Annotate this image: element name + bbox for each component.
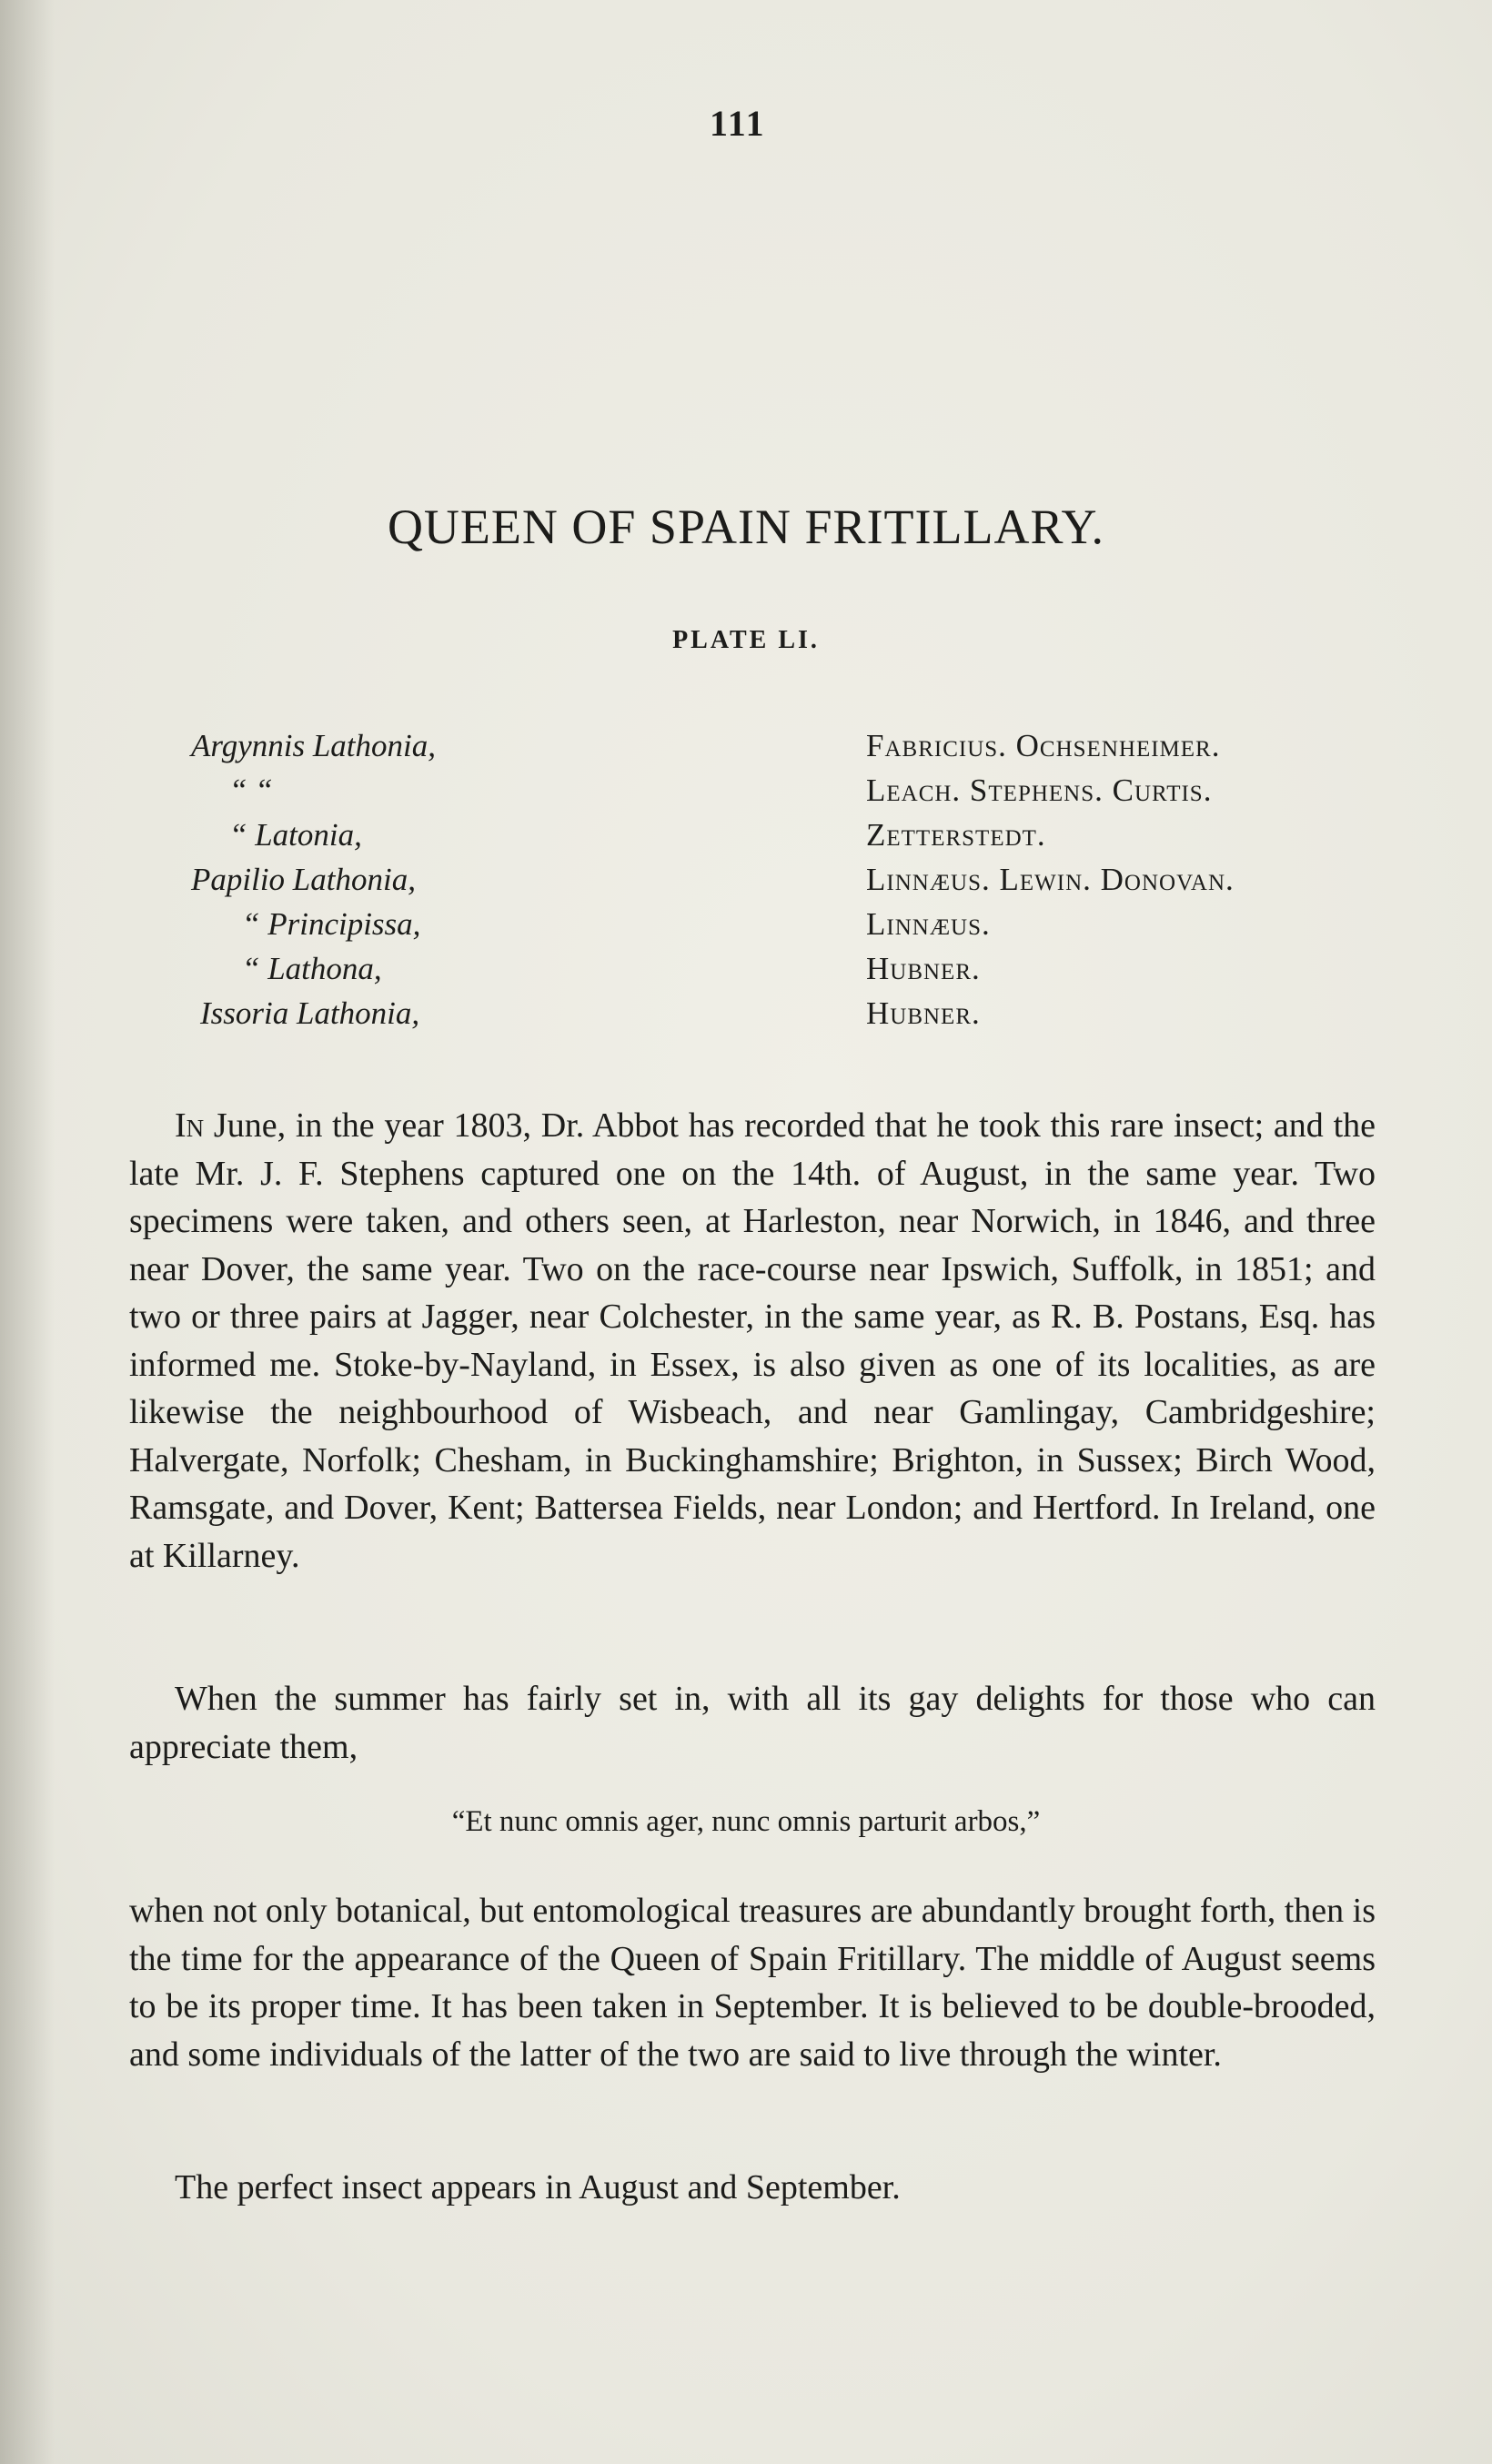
synonymy-row [191, 906, 1392, 951]
paragraph-text: The perfect insect appears in August and September. [175, 2168, 901, 2206]
synonym-authors: Hubner. [866, 951, 981, 986]
synonymy-list [191, 728, 1392, 1040]
paragraph-summer [129, 1675, 1376, 1771]
synonym-authors: Hubner. [866, 995, 981, 1031]
synonymy-row [191, 817, 1392, 862]
synonym-authors: Linnæus. [866, 906, 991, 942]
synonymy-row [191, 773, 1392, 817]
synonym-authors: Fabricius. Ochsenheimer. [866, 728, 1221, 763]
synonym-name: Papilio Lathonia, [191, 862, 416, 897]
paragraph-season [129, 1887, 1376, 2078]
paragraph-records [129, 1102, 1376, 1580]
synonymy-row [191, 995, 1392, 1040]
synonym-name: “ Lathona, [242, 951, 382, 986]
synonym-authors: Linnæus. Lewin. Donovan. [866, 862, 1235, 897]
page-number: 111 [710, 103, 766, 144]
synonym-name: “ Latonia, [229, 817, 362, 853]
latin-quotation: “Et nunc omnis ager, nunc omnis parturit arbos,” [451, 1805, 1041, 1838]
synonym-name: “ Principissa, [242, 906, 421, 942]
synonym-authors: Zetterstedt. [866, 817, 1046, 853]
paragraph-text: When the summer has fairly set in, with all its gay delights for those who can appreciate them, [129, 1680, 1376, 1766]
synonym-name: Issoria Lathonia, [200, 995, 420, 1031]
paragraph-text: June, in the year 1803, Dr. Abbot has recorded that he took this rare insect; and the late Mr. J. F. Stephens captured one on the 14th. of August, in the same year. Two specimens were taken, and others seen, at Harleston, near Norwich, in 1846, and three near Dover, the same year. Two on the race-course near Ipswich, Suffolk, in 1851; and two or three pairs at Jagger, near Colchester, in the same year, as R. B. Postans, Esq. has informed me. Stoke-by-Nayland, in Essex, is also given as one of its localities, as are likewise the neighbourhood of Wisbeach, and near Gamlingay, Cambridgeshire; Halvergate, Norfolk; Chesham, in Buckinghamshire; Brighton, in Sussex; Birch Wood, Ramsgate, and Dover, Kent; Battersea Fields, near London; and Hertford. In Ireland, one at Killarney. [129, 1106, 1376, 1575]
page-edge-shadow [0, 0, 55, 2464]
synonymy-row [191, 728, 1392, 773]
synonym-authors: Leach. Stephens. Curtis. [866, 773, 1213, 808]
paragraph-text: when not only botanical, but entomological treasures are abundantly brought forth, then is the time for the appearance of the Queen of Spain Fritillary. The middle of August seems to be its proper time. It has been taken in September. It is believed to be double-brooded, and some individuals of the latter of the two are said to live through the winter. [129, 1892, 1376, 2074]
page-title: QUEEN OF SPAIN FRITILLARY. [387, 500, 1105, 554]
synonymy-row [191, 951, 1392, 995]
paragraph-lead-word: In [175, 1106, 205, 1145]
paragraph-perfect-insect [129, 2164, 1376, 2212]
plate-label: PLATE LI. [672, 626, 820, 654]
synonym-name: “ “ [229, 773, 273, 808]
synonymy-row [191, 862, 1392, 906]
synonym-name: Argynnis Lathonia, [191, 728, 436, 763]
